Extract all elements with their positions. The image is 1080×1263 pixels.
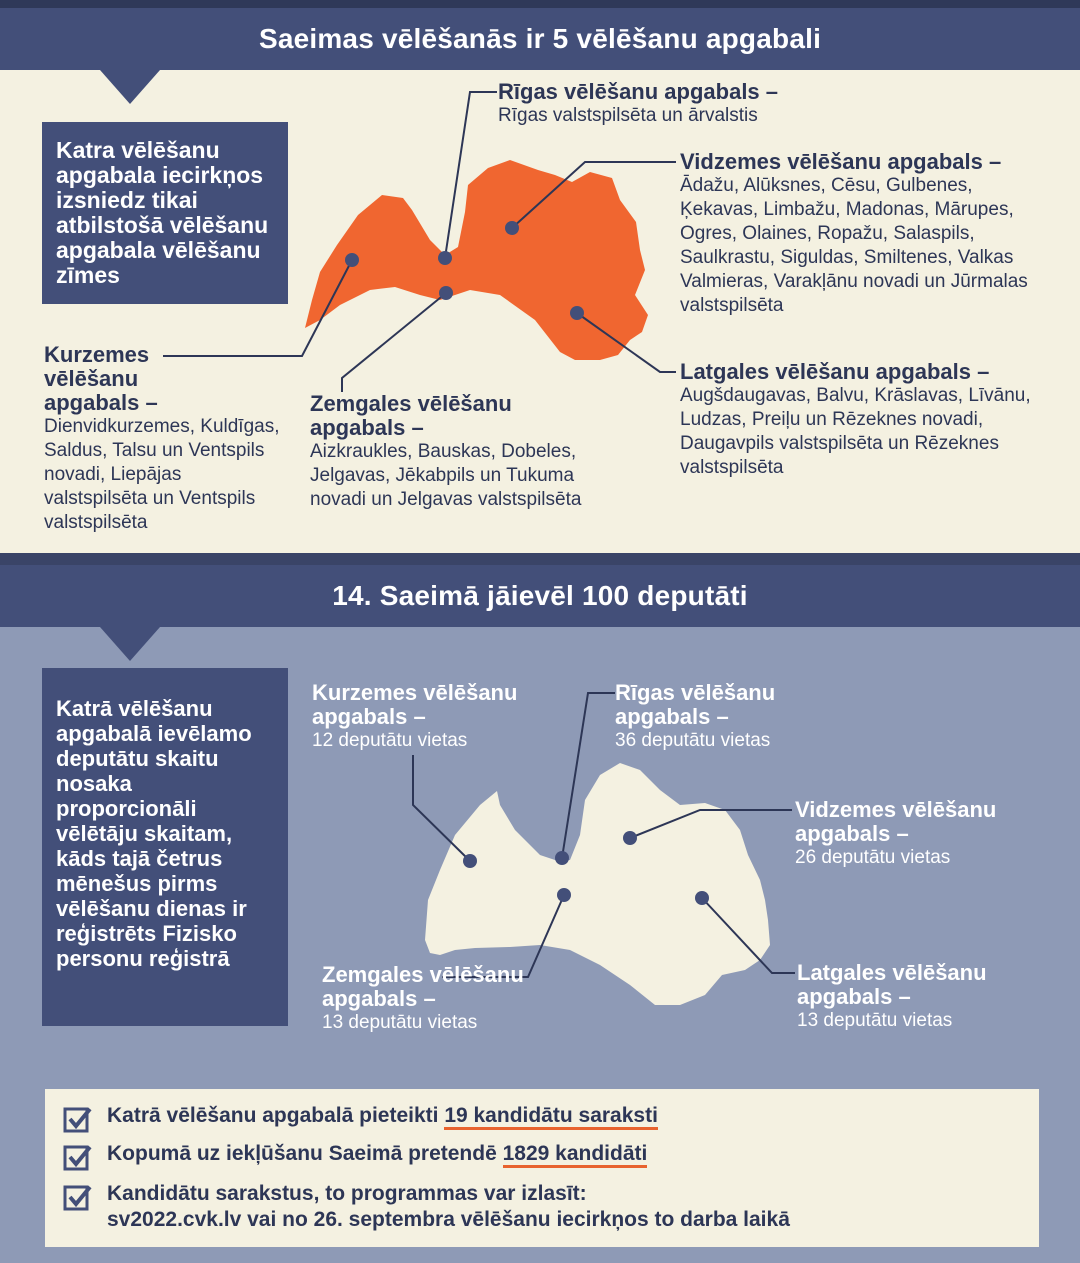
dot-zemgale	[439, 286, 453, 300]
region-zemgale	[310, 392, 630, 512]
region-riga	[498, 80, 918, 128]
checkbox-icon	[63, 1105, 93, 1135]
region-desc: Aizkraukles, Bauskas, Dobeles, Jelgavas, Jēkabpils un Tukuma novadi un Jelgavas valstspilsēta	[310, 441, 582, 510]
region-title: Kurzemes vēlēšanu apgabals –	[312, 680, 518, 729]
region-title: Vidzemes vēlēšanu apgabals –	[680, 149, 1002, 174]
fact-text-line2: sv2022.cvk.lv vai no 26. septembra vēlēšanu iecirkņos to darba laikā	[107, 1208, 790, 1231]
region-title: Latgales vēlēšanu apgabals –	[680, 359, 990, 384]
seats-latgale	[797, 961, 1027, 1033]
section1-info-box: Katra vēlēšanu apgabala iecirkņos izsniedz tikai atbilstošā vēlēšanu apgabala vēlēšanu zīmes	[42, 122, 288, 304]
facts-checklist	[45, 1089, 1039, 1247]
dot-riga	[555, 851, 569, 865]
region-seats: 36 deputātu vietas	[615, 730, 771, 751]
section2-info-box: Katrā vēlēšanu apgabalā ievēlamo deputātu skaitu nosaka proporcionāli vēlētāju skaitam, kāds tajā četrus mēnešus pirms vēlēšanu dienas ir reģistrēts Fizisko personu reģistrā	[42, 668, 288, 1026]
region-title: Zemgales vēlēšanu apgabals –	[310, 391, 512, 440]
fact-text-line1: Kandidātu sarakstus, to programmas var izlasīt:	[107, 1182, 587, 1205]
checkbox-icon	[63, 1143, 93, 1173]
dot-latgale	[695, 891, 709, 905]
dot-latgale	[570, 306, 584, 320]
seats-riga	[615, 681, 875, 753]
region-title: Kurzemes vēlēšanu apgabals –	[44, 342, 158, 415]
seats-kurzeme	[312, 681, 572, 753]
region-vidzeme	[680, 150, 1050, 318]
region-desc: Rīgas valstspilsēta un ārvalstis	[498, 105, 758, 126]
region-seats: 26 deputātu vietas	[795, 847, 951, 868]
section-divider	[0, 553, 1080, 565]
region-desc: Augšdaugavas, Balvu, Krāslavas, Līvānu, Ludzas, Preiļu un Rēzeknes novadi, Daugavpils valstspilsēta un Rēzeknes valstspilsēta	[680, 385, 1031, 478]
dot-vidzeme	[623, 831, 637, 845]
section2-title: 14. Saeimā jāievēl 100 deputāti	[0, 565, 1080, 627]
region-title: Zemgales vēlēšanu apgabals –	[322, 962, 524, 1011]
dot-vidzeme	[505, 221, 519, 235]
section-districts	[0, 0, 1080, 553]
region-title: Latgales vēlēšanu apgabals –	[797, 960, 987, 1009]
dot-kurzeme	[463, 854, 477, 868]
region-latgale	[680, 360, 1040, 480]
region-title: Rīgas vēlēšanu apgabals –	[615, 680, 776, 729]
checkbox-icon	[63, 1183, 93, 1213]
region-kurzeme	[44, 343, 294, 535]
fact-text: Kopumā uz iekļūšanu Saeimā pretendē	[107, 1142, 503, 1165]
fact-highlight: 1829 kandidāti	[503, 1142, 648, 1168]
dot-riga	[438, 251, 452, 265]
region-seats: 13 deputātu vietas	[322, 1012, 478, 1033]
region-seats: 12 deputātu vietas	[312, 730, 468, 751]
region-desc: Dienvidkurzemes, Kuldīgas, Saldus, Talsu un Ventspils novadi, Liepājas valstspilsēta un Ventspils valstspilsēta	[44, 416, 280, 533]
region-title: Vidzemes vēlēšanu apgabals –	[795, 797, 997, 846]
leader-zemgale	[342, 293, 446, 392]
dot-zemgale	[557, 888, 571, 902]
region-title: Rīgas vēlēšanu apgabals –	[498, 79, 779, 104]
seats-zemgale	[322, 963, 582, 1035]
fact-text: Katrā vēlēšanu apgabalā pieteikti	[107, 1104, 445, 1127]
seats-vidzeme	[795, 798, 1055, 870]
region-seats: 13 deputātu vietas	[797, 1010, 953, 1031]
region-desc: Ādažu, Alūksnes, Cēsu, Gulbenes, Ķekavas, Limbažu, Madonas, Mārupes, Ogres, Olaines, Ropažu, Salaspils, Saulkrastu, Siguldas, Smiltenes, Valkas Valmieras, Varakļānu novadi un Jūrmalas valstspilsēta	[680, 175, 1028, 316]
dot-kurzeme	[345, 253, 359, 267]
section1-title: Saeimas vēlēšanās ir 5 vēlēšanu apgabali	[0, 8, 1080, 70]
fact-highlight: 19 kandidātu saraksti	[444, 1104, 658, 1130]
